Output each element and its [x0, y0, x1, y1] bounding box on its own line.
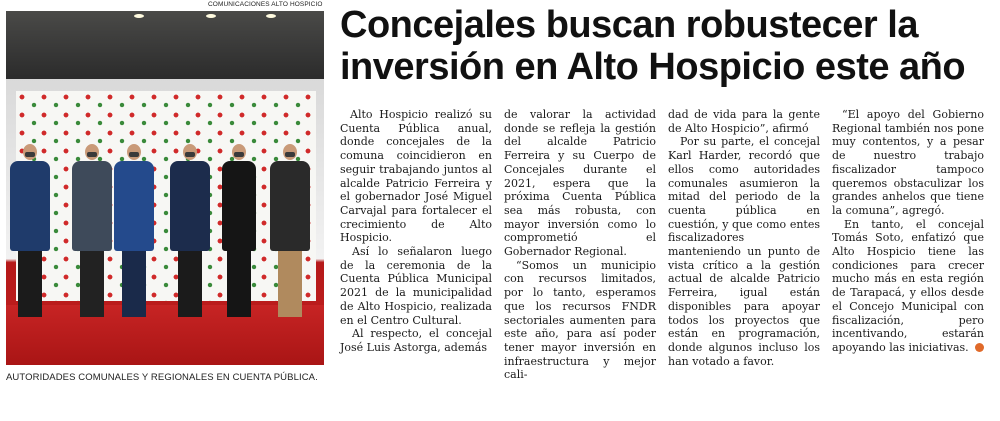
paragraph: Por su parte, el concejal Karl Harder, recordó que ellos como autoridades comunales asumieron la mitad del periodo de la cuenta pública en cuestión, y que como entes fiscalizadores manteniendo un punto de vista crítico a la gestión actual de alcalde Patricio Ferreira, igual están disponibles para apoyar todos los proyectos que están en programación, donde algunos incluso los han votado a favor.	[668, 135, 820, 368]
headline: Concejales buscan robustecer la inversión en Alto Hospicio este año	[340, 4, 966, 88]
end-of-article-icon	[975, 343, 984, 352]
article-column-3	[668, 108, 820, 382]
paragraph: “El apoyo del Gobierno Regional también nos pone muy contentos, y a pesar de nuestro trabajo fiscalizador tampoco queremos obstaculizar los grandes anhelos que tiene la comuna”, agregó.	[832, 108, 984, 217]
person-6	[270, 144, 310, 317]
paragraph: “Somos un municipio con recursos limitados, por lo tanto, esperamos que los recursos FNDR sectoriales aumenten para este año, para así poder tener mayor inversión en infraestructura y mejor cali-	[504, 258, 656, 382]
photo-credit: COMUNICACIONES ALTO HOSPICIO	[208, 1, 323, 8]
photo-caption: AUTORIDADES COMUNALES Y REGIONALES EN CUENTA PÚBLICA.	[6, 372, 318, 383]
event-photo	[6, 11, 324, 365]
person-2	[72, 144, 112, 317]
paragraph: Alto Hospicio realizó su Cuenta Pública anual, donde concejales de la comuna coincidieron en seguir trabajando juntos al alcalde Patricio Ferreira y el gobernador José Miguel Carvajal para fortalecer el crecimiento de Alto Hospicio.	[340, 108, 492, 245]
person-3	[114, 144, 154, 317]
person-1	[10, 144, 50, 317]
person-5	[222, 144, 256, 317]
paragraph: dad de vida para la gente de Alto Hospicio”, afirmó	[668, 108, 820, 135]
person-4	[170, 144, 210, 317]
paragraph: Al respecto, el concejal José Luis Astorga, además	[340, 327, 492, 354]
article-body	[340, 108, 996, 382]
article-column-2	[504, 108, 656, 382]
article-column-1	[340, 108, 492, 382]
paragraph	[832, 218, 984, 355]
paragraph: Así lo señalaron luego de la ceremonia de la Cuenta Pública Municipal 2021 de la municipalidad de Alto Hospicio, realizada en el Centro Cultural.	[340, 245, 492, 327]
ceiling	[6, 11, 324, 79]
article-column-4	[832, 108, 984, 382]
paragraph-text: En tanto, el concejal Tomás Soto, enfatizó que Alto Hospicio tiene las condiciones para crecer mucho más en esta región de Tarapacá, y ellos desde el Concejo Municipal con fiscalización, pero incentivando, estarán apoyando las iniciativas.	[832, 217, 984, 354]
paragraph: de valorar la actividad donde se refleja la gestión del alcalde Patricio Ferreira y su Cuerpo de Concejales durante el 2021, espera que la próxima Cuenta Pública sea más robusta, con mayor inversión como lo comprometió el Gobernador Regional.	[504, 108, 656, 259]
